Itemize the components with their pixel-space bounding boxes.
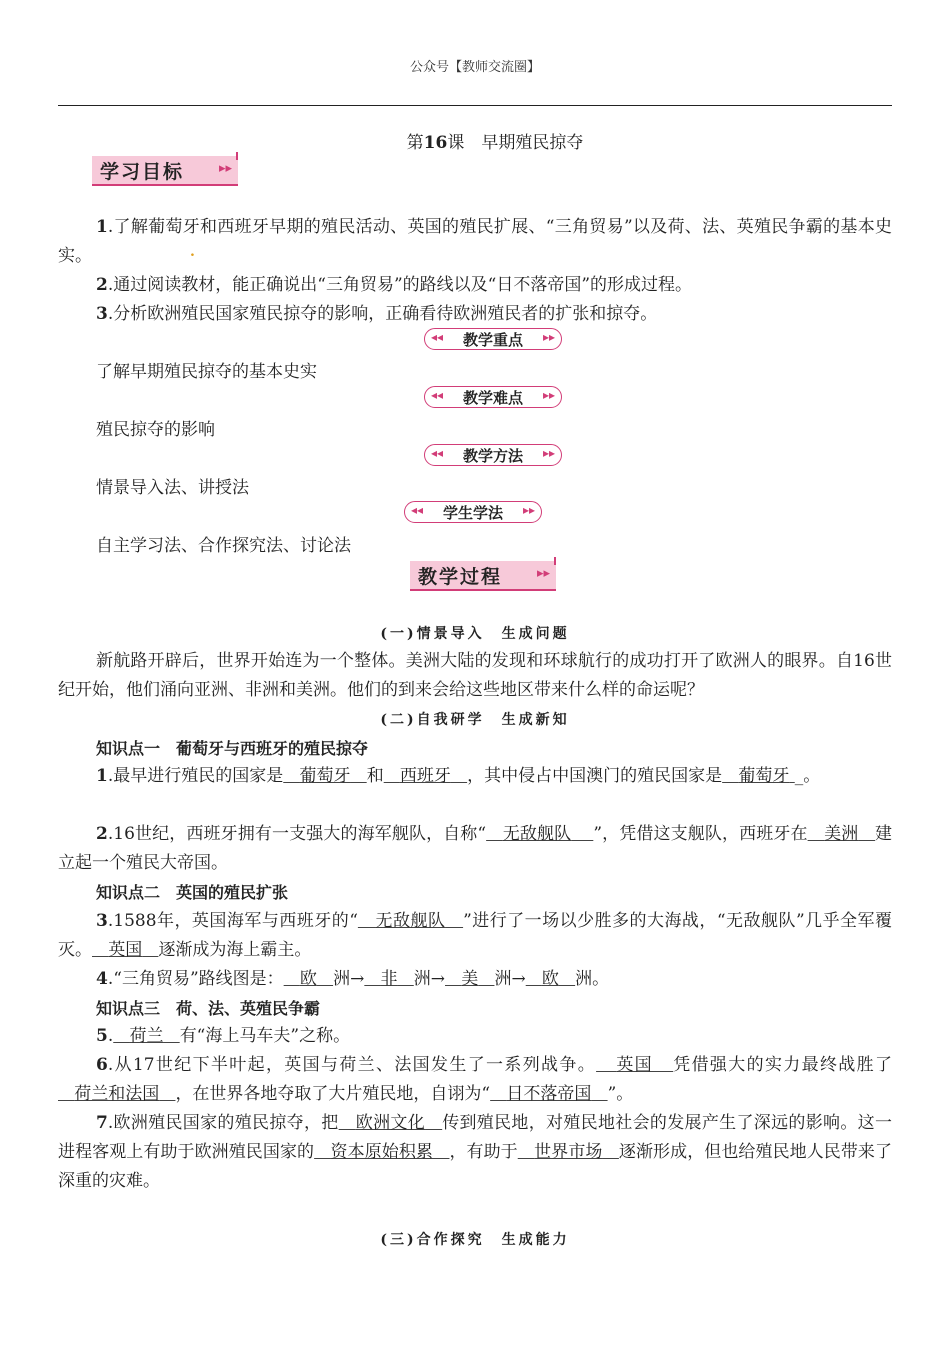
answer-blank: 资本原始积累 — [330, 1142, 433, 1162]
double-arrow-right-icon: ▸▸ — [522, 503, 535, 517]
difficulties-badge-label: 教学难点 — [462, 389, 523, 407]
answer-blank: 美 — [461, 969, 479, 989]
question-3: 3.1588年，英国海军与西班牙的“ 无敌舰队 ”进行了一场以少胜多的大海战，“无敌舰队”几乎全军覆灭。 英国 逐渐成为海上霸主。 — [58, 911, 893, 960]
answer-blank: 荷兰 — [129, 1026, 164, 1046]
key-points-badge-label: 教学重点 — [462, 331, 523, 349]
double-arrow-right-icon: ▸▸ — [542, 330, 555, 344]
methods-text: 情景导入法、讲授法 — [96, 478, 249, 498]
double-arrow-left-icon: ◂◂ — [431, 330, 444, 344]
key-points-text: 了解早期殖民掠夺的基本史实 — [96, 362, 317, 382]
section-heading-2: (二)自我研学 生成新知 — [380, 712, 570, 728]
answer-blank: 荷兰和法国 — [74, 1084, 160, 1104]
knowledge-point-2: 知识点二 英国的殖民扩张 — [96, 883, 289, 902]
goal-item: 2.通过阅读教材，能正确说出“三角贸易”的路线以及“日不落帝国”的形成过程。 — [96, 275, 693, 295]
section-heading-1: (一)情景导入 生成问题 — [380, 626, 570, 642]
answer-blank: 欧 — [541, 969, 559, 989]
answer-blank: 日不落帝国 — [506, 1084, 592, 1104]
double-arrow-left-icon: ◂◂ — [431, 446, 444, 460]
question-5: 5. 荷兰 有“海上马车夫”之称。 — [96, 1026, 351, 1046]
question-1: 1.最早进行殖民的国家是 葡萄牙 和 西班牙 ，其中侵占中国澳门的殖民国家是 葡萄牙 _。 — [96, 766, 821, 786]
goal-item: 3.分析欧洲殖民国家殖民掠夺的影响，正确看待欧洲殖民者的扩张和掠夺。 — [96, 304, 658, 324]
double-arrow-right-icon: ▸▸ — [542, 446, 555, 460]
answer-blank: 葡萄牙 — [299, 766, 351, 786]
lesson-title — [0, 128, 950, 153]
student-methods-text: 自主学习法、合作探究法、讨论法 — [96, 536, 351, 556]
process-badge — [410, 561, 556, 591]
double-arrow-icon: ▸▸ — [536, 566, 550, 581]
difficulties-text: 殖民掠夺的影响 — [96, 420, 215, 440]
methods-badge-label: 教学方法 — [462, 447, 523, 465]
goals-badge-label: 学习目标 — [100, 161, 185, 183]
goals-badge — [92, 156, 238, 186]
answer-blank: 欧洲文化 — [355, 1113, 426, 1133]
answer-blank: 英国 — [108, 940, 143, 960]
difficulties-badge — [424, 386, 562, 408]
answer-blank: 世界市场 — [534, 1142, 603, 1162]
lesson-suffix: 课 — [447, 133, 465, 153]
lesson-number: 16 — [423, 133, 448, 153]
answer-blank: 非 — [380, 969, 398, 989]
knowledge-point-1: 知识点一 葡萄牙与西班牙的殖民掠夺 — [96, 739, 369, 758]
intro-paragraph: 新航路开辟后，世界开始连为一个整体。美洲大陆的发现和环球航行的成功打开了欧洲人的眼界。自16世纪开始，他们涌向亚洲、非洲和美洲。他们的到来会给这些地区带来什么样的命运呢？ — [58, 651, 892, 700]
double-arrow-icon: ▸▸ — [218, 161, 232, 176]
student-methods-badge — [404, 501, 542, 523]
answer-blank: 欧 — [299, 969, 317, 989]
double-arrow-right-icon: ▸▸ — [542, 388, 555, 402]
answer-blank: 美洲 — [824, 824, 859, 844]
answer-blank: 葡萄牙 — [738, 766, 790, 786]
badge-corner — [236, 152, 238, 160]
badge-corner — [554, 557, 556, 565]
lesson-prefix: 第 — [406, 133, 424, 153]
question-6: 6.从17世纪下半叶起，英国与荷兰、法国发生了一系列战争。 英国 凭借强大的实力最终战胜了 荷兰和法国 ，在世界各地夺取了大片殖民地，自诩为“ 日不落帝国 ”。 — [58, 1051, 892, 1109]
answer-blank: 无敌舰队 — [502, 824, 572, 844]
header-divider — [58, 105, 892, 106]
answer-blank: 西班牙 — [399, 766, 451, 786]
lesson-name: 早期殖民掠夺 — [481, 133, 584, 153]
knowledge-point-3: 知识点三 荷、法、英殖民争霸 — [96, 999, 321, 1018]
page-header: 公众号【教师交流圈】 — [409, 60, 540, 75]
answer-blank: 无敌舰队 — [375, 911, 446, 931]
section-heading-3: (三)合作探究 生成能力 — [380, 1232, 570, 1248]
double-arrow-left-icon: ◂◂ — [411, 503, 424, 517]
question-2: 2.16世纪，西班牙拥有一支强大的海军舰队，自称“ 无敌舰队 ”，凭借这支舰队，西班牙在 美洲 建立起一个殖民大帝国。 — [58, 824, 892, 873]
mark-dot: . — [190, 244, 195, 260]
double-arrow-left-icon: ◂◂ — [431, 388, 444, 402]
answer-blank: 英国 — [616, 1055, 653, 1075]
question-7: 7.欧洲殖民国家的殖民掠夺，把 欧洲文化 传到殖民地，对殖民地社会的发展产生了深远的影响。这一进程客观上有助于欧洲殖民国家的 资本原始积累 ，有助于 世界市场 逐渐形成，但也给殖民地人民带来了深重的灾难。 — [58, 1113, 893, 1191]
student-methods-badge-label: 学生学法 — [442, 504, 503, 522]
process-badge-label: 教学过程 — [418, 566, 503, 588]
goal-item: 1.了解葡萄牙和西班牙早期的殖民活动、英国的殖民扩展、“三角贸易”以及荷、法、英殖民争霸的基本史实。 — [58, 217, 892, 266]
methods-badge — [424, 444, 562, 466]
question-4: 4.“三角贸易”路线图是： 欧 洲→ 非 洲→ 美 洲→ 欧 洲。 — [96, 969, 610, 989]
key-points-badge — [424, 328, 562, 350]
